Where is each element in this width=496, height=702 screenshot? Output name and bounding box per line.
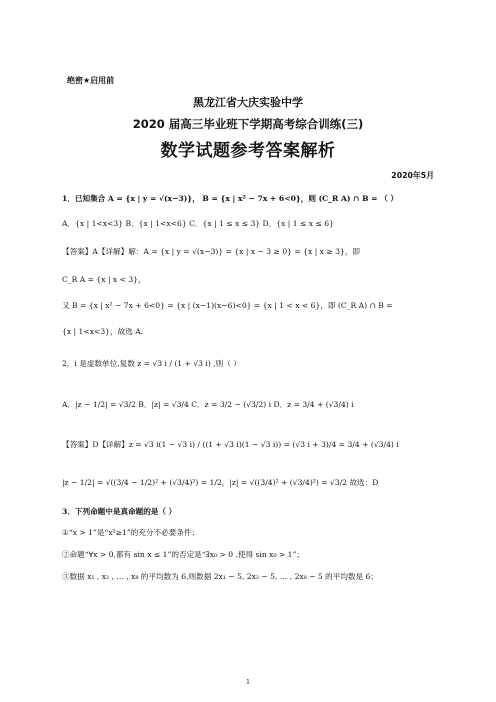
q2-answer-line-1: 【答案】D【详解】z = √3 i(1 − √3 i) / ((1 + √3 i)(1 − √3 i)) = (√3 i + 3)/4 = 3/4 + (√3/4) i — [62, 440, 399, 449]
q1-answer-line-3: 又 B = {x | x² − 7x + 6<0} = {x | (x−1)(x−6)<0} = {x | 1 < x < 6}，即 (C_R A) ∩ B = — [62, 301, 393, 310]
q3-stem: 3．下列命题中是真命题的是（ ） — [62, 507, 177, 516]
q1-options: A．{x | 1<x<3} B．{x | 1<x<6} C．{x | 1 ≤ x ≤ 3} D．{x | 1 ≤ x ≤ 6} — [62, 219, 334, 228]
q3-proposition-3: ③数据 x₁ , x₂ , … , x₈ 的平均数为 6,则数据 2x₁ − 5, 2x₂ − 5, … , 2x₈ − 5 的平均数是 6； — [62, 572, 378, 581]
exam-title: 2020 届高三毕业班下学期高考综合训练(三) — [132, 117, 364, 131]
document-date: 2020年5月 — [391, 171, 434, 180]
q1-answer-line-2: C_R A = {x | x < 3}， — [62, 275, 146, 284]
q2-answer-line-2: |z − 1/2| = √((3/4 − 1/2)² + (√3/4)²) = 1/2，|z| = √((3/4)² + (√3/4)²) = √3/2 故选：D — [62, 478, 379, 487]
school-name: 黑龙江省大庆实验中学 — [193, 96, 303, 109]
q1-answer-line-1: 【答案】A【详解】解：A = {x | y = √(x−3)} = {x | x − 3 ≥ 0} = {x | x ≥ 3}，即 — [62, 247, 361, 256]
page-number: 1 — [246, 679, 250, 686]
q2-stem: 2．i 是虚数单位,复数 z = √3 i / (1 + √3 i) ,则（ ） — [62, 359, 241, 368]
q1-stem: 1．已知集合 A = {x | y = √(x−3)}， B = {x | x² − 7x + 6<0}，则 (C_R A) ∩ B = （ ） — [62, 194, 398, 203]
page-title: 数学试题参考答案解析 — [160, 141, 336, 161]
q1-answer-line-4: {x | 1<x<3}，故选 A. — [62, 327, 144, 336]
q2-options: A．|z − 1/2| = √3/2 B．|z| = √3/4 C．z = 3/2 − (√3/2) i D．z = 3/4 + (√3/4) i — [62, 400, 354, 409]
q3-proposition-1: ①“x > 1”是“x²≥1”的充分不必要条件； — [62, 528, 200, 537]
secret-label: 绝密★启用前 — [67, 76, 115, 85]
q3-proposition-2: ②命题“∀x > 0,都有 sin x ≤ 1”的否定是“∃x₀ > 0 ,使得 sin x₀ > 1”； — [62, 550, 304, 559]
